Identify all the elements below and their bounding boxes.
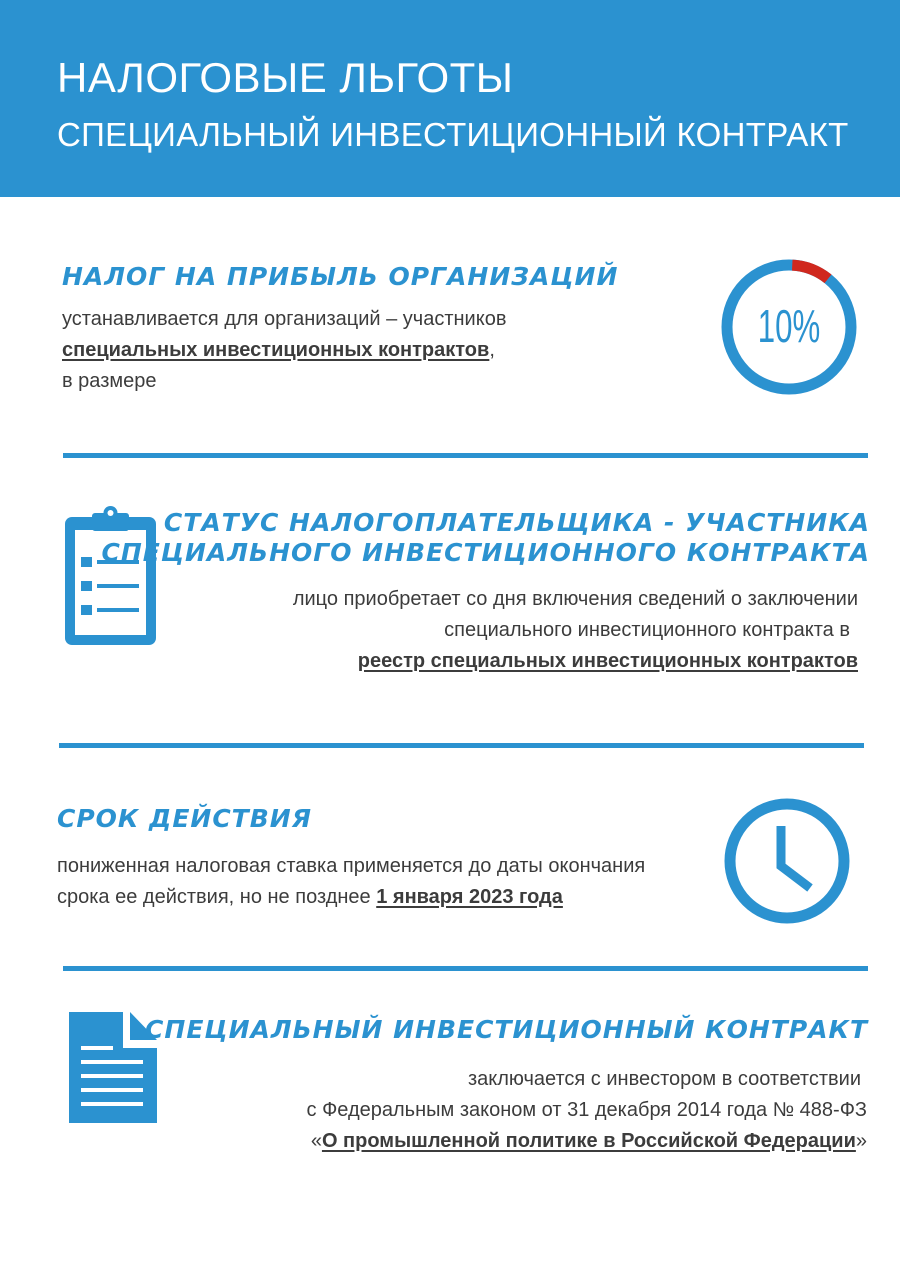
section-heading-validity: СРОК ДЕЙСТВИЯ [57,804,312,833]
text-line: с Федеральным законом от 31 декабря 2014 года № 488-ФЗ [306,1099,867,1121]
text-line [62,335,506,366]
heading-line: СТАТУС НАЛОГОПЛАТЕЛЬЩИКА - УЧАСТНИКА [163,508,870,537]
text-line: пониженная налоговая ставка применяется до даты окончания [57,855,646,877]
quote-mark: « [310,1130,322,1152]
law-link[interactable]: О промышленной политике в Российской Федерации [321,1130,856,1152]
quote-mark: » [855,1130,867,1152]
sic-link[interactable]: специальных инвестиционных контрактов [62,339,490,361]
text-span: срока ее действия, но не позднее [57,886,377,908]
text-line: заключается с инвестором в соответствии [467,1068,861,1090]
text-line: специального инвестиционного контракта в [444,619,850,641]
clock-icon [722,796,852,926]
registry-link[interactable]: реестр специальных инвестиционных контрактов [357,650,858,672]
page-subtitle: СПЕЦИАЛЬНЫЙ ИНВЕСТИЦИОННЫЙ КОНТРАКТ [57,116,849,153]
section-text-profit-tax [62,304,506,397]
text-line: устанавливается для организаций – участников [62,308,507,330]
deadline-link[interactable]: 1 января 2023 года [376,886,563,908]
section-divider [63,453,868,458]
section-heading-sic: СПЕЦИАЛЬНЫЙ ИНВЕСТИЦИОННЫЙ КОНТРАКТ [145,1015,868,1044]
text-line [57,882,645,913]
section-text-validity [57,851,645,913]
punctuation: , [489,339,495,361]
text-line: лицо приобретает со дня включения сведений о заключении [292,588,858,610]
header-banner [0,0,900,197]
section-heading-profit-tax: НАЛОГ НА ПРИБЫЛЬ ОРГАНИЗАЦИЙ [62,262,619,291]
text-line: в размере [62,370,157,392]
gauge-segment [792,265,828,279]
page-title: НАЛОГОВЫЕ ЛЬГОТЫ [57,54,514,101]
text-line [307,1126,867,1157]
heading-line: СПЕЦИАЛЬНОГО ИНВЕСТИЦИОННОГО КОНТРАКТА [101,538,870,567]
gauge-label: 10% [757,301,821,353]
percent-gauge-icon [718,256,860,398]
section-heading-taxpayer-status [101,508,870,568]
section-divider [63,966,868,971]
section-text-taxpayer-status [293,584,858,677]
section-divider [59,743,864,748]
text-line [293,646,858,677]
section-text-sic [307,1064,867,1157]
